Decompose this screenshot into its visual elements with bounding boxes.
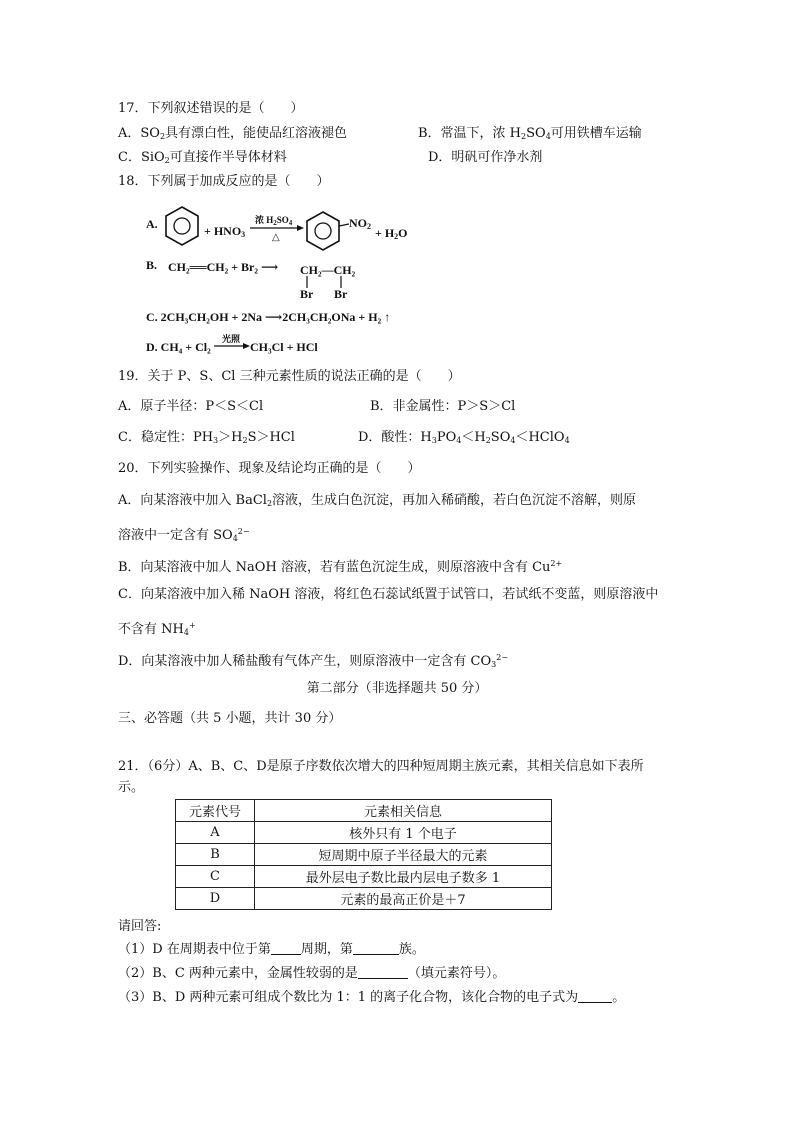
section-three-heading: 三、必答题（共 5 小题，共计 30 分） [118,711,342,726]
q19-option-a: A．原子半径：P＜S＜Cl [118,399,264,414]
q20-option-d: D．向某溶液中加人稀盐酸有气体产生，则原溶液中一定含有 $CO_3^{2-}$ [118,653,509,669]
table-row [176,866,552,888]
reaction-arrow-icon [250,224,304,232]
q21-subquestion-3: （3）B、D 两种元素可组成个数比为 1：1 的离子化合物，该化合物的电子式为 。 [118,990,626,1005]
q18-b-br-right: Br [334,287,348,301]
answer-blank[interactable] [358,966,408,979]
table-cell: B [176,844,255,866]
q21-stem-line2: 示。 [118,780,145,795]
table-header-cell: 元素代号 [176,800,255,822]
table-row [176,844,552,866]
table-row [176,822,552,844]
q18-option-b-label: B. [146,258,158,272]
q17-option-c: C．SiO$_2$可直接作半导体材料 [118,150,287,165]
q18-a-h2o: + $H_2O$ [375,226,408,241]
q17-option-b: B．常温下，浓 $H_2SO_4$可用铁槽车运输 [418,126,642,141]
q19-stem: 19．关于 P、S、Cl 三种元素性质的说法正确的是（ ） [118,369,461,384]
q18-a-no2: $NO_2$ [349,216,371,231]
q18-a-condition-heat: △ [272,232,280,243]
part-two-heading: 第二部分（非选择题共 50 分） [306,681,488,696]
q20-stem: 20．下列实验操作、现象及结论均正确的是（ ） [118,461,421,476]
q21-answer-prompt: 请回答: [118,919,162,934]
nitro-bond-icon [339,222,349,228]
element-info-table [175,799,552,910]
q18-option-a-label: A. [146,217,158,231]
q18-b-br-left: Br [300,287,314,301]
q21-subquestion-1: （1）D 在周期表中位于第 周期，第 族。 [118,942,425,957]
q19-option-b: B．非金属性：P＞S＞Cl [370,399,516,414]
answer-blank[interactable] [271,942,301,955]
reaction-arrow-icon [214,342,250,350]
q19-option-c: C．稳定性：$PH_3>H_2S>HCl$ [118,430,295,445]
q21-stem-line1: 21．（6分）A、B、C、D是原子序数依次增大的四种短周期主族元素，其相关信息如下表所 [118,759,644,774]
answer-blank[interactable] [353,942,399,955]
q18-option-d-right: CH₃Cl + HCl [250,340,318,354]
q18-option-c: C. 2CH₃CH₂OH + 2Na ⟶2CH₃CH₂ONa + H₂ ↑ [146,310,391,324]
q20-option-b: B．向某溶液中加人 NaOH 溶液，若有蓝色沉淀生成，则原溶液中含有 $Cu^{2+}$ [118,559,563,575]
table-cell: C [176,866,255,888]
nitrobenzene-ring-icon [305,210,341,252]
table-cell: A [176,822,255,844]
q20-option-c-line1: C．向某溶液中加入稀 NaOH 溶液，将红色石蕊试纸置于试管口，若试纸不变蓝，则原溶液中 [118,587,659,602]
q17-option-a: A．$SO_2$具有漂白性，能使品红溶液褪色 [118,126,348,141]
table-cell: 核外只有 1 个电子 [255,822,552,844]
q19-option-d: D．酸性：$H_3PO_4<H_2SO_4<HClO_4$ [358,430,570,445]
table-cell: 最外层电子数比最内层电子数多 1 [255,866,552,888]
table-cell: 短周期中原子半径最大的元素 [255,844,552,866]
q18-b-reactants: CH₂══CH₂ + Br₂ ⟶ [168,260,279,274]
q21-subquestion-2: （2）B、C 两种元素中，金属性较弱的是 （填元素符号）。 [118,966,506,981]
q18-d-condition: 光照 [222,334,241,344]
q18-option-d-left: D. CH₄ + Cl₂ [146,340,211,354]
table-header-cell: 元素相关信息 [255,800,552,822]
q18-b-product: CH₂—CH₂ [300,263,356,277]
table-cell: 元素的最高正价是＋7 [255,888,552,910]
answer-blank[interactable] [578,990,612,1003]
q20-option-a-line1: A．向某溶液中加入 BaCl$_2$溶液，生成白色沉淀，再加入稀硝酸，若白色沉淀不溶解，则原 [118,493,637,508]
table-row [176,888,552,910]
q20-option-a-line2: 溶液中一定含有 $SO_4^{2-}$ [118,527,250,543]
q20-option-c-line2: 不含有 $NH_4^+$ [118,621,196,637]
table-cell: D [176,888,255,910]
benzene-ring-icon [164,205,200,247]
table-header-row [176,800,552,822]
q17-stem: 17．下列叙述错误的是（ ） [118,101,304,116]
q18-a-hno3: + $HNO_3$ [204,224,246,239]
q18-a-condition-top: 浓 $H_2SO_4$ [255,215,293,227]
q17-option-d: D．明矾可作净水剂 [428,150,543,165]
q18-stem: 18．下列属于加成反应的是（ ） [118,174,330,189]
